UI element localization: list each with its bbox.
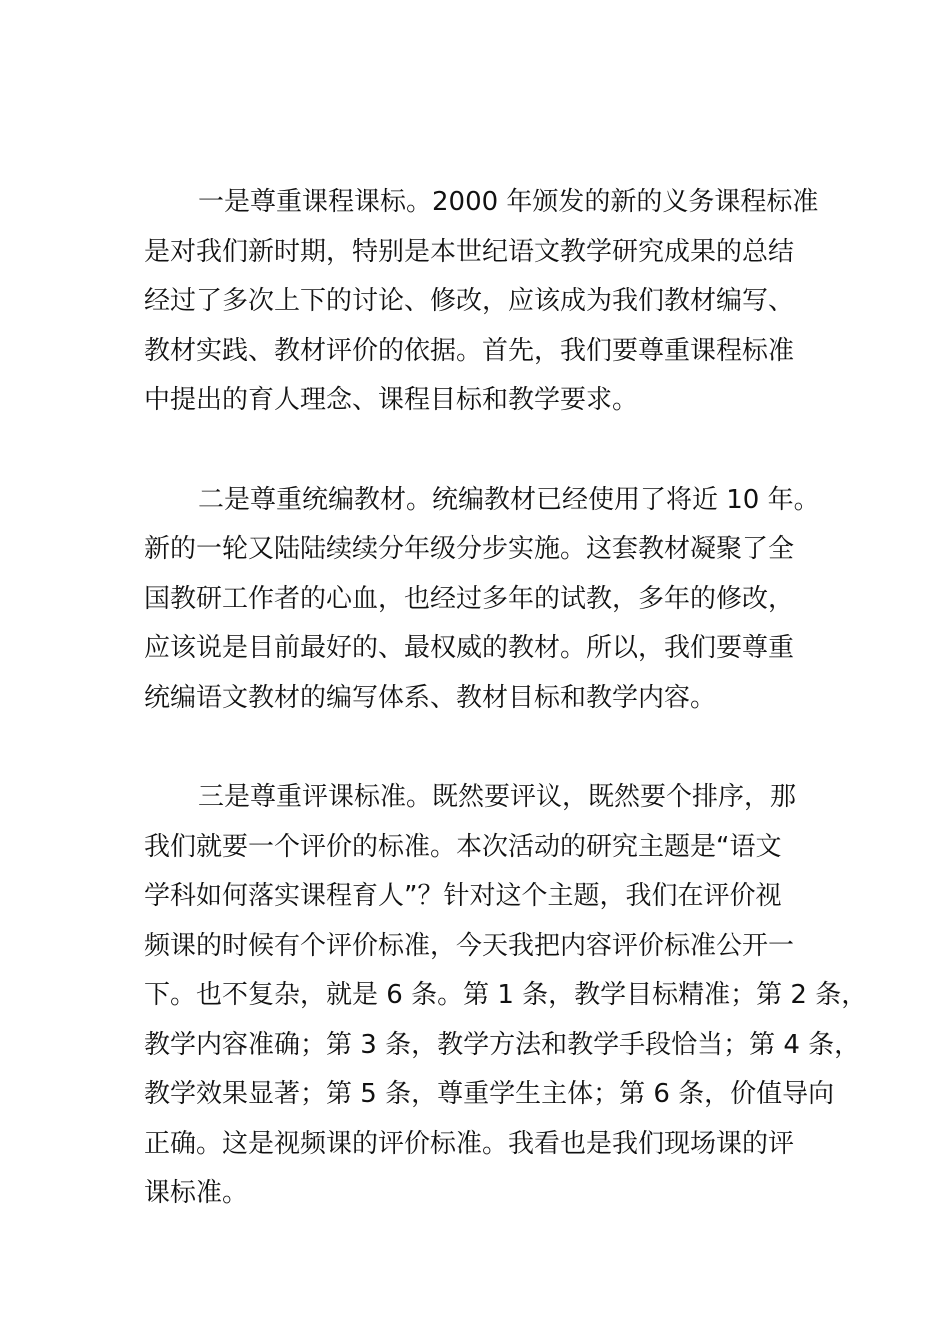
paragraph-line: 教学效果显著；第 5 条，尊重学生主体；第 6 条，价值导向 [144, 1079, 835, 1109]
paragraph-2 [144, 476, 834, 724]
paragraph-line: 三是尊重评课标准。既然要评议，既然要个排序，那 [198, 782, 797, 812]
paragraph-spacer [144, 723, 834, 773]
paragraph-line: 一是尊重课程课标。2000 年颁发的新的义务课程标准 [198, 187, 819, 217]
paragraph-line: 教学内容准确；第 3 条，教学方法和教学手段恰当；第 4 条， [144, 1029, 861, 1060]
paragraph-spacer [144, 426, 834, 476]
paragraph-line: 统编语文教材的编写体系、教材目标和教学内容。 [144, 682, 717, 713]
paragraph-line: 教材实践、教材评价的依据。首先，我们要尊重课程标准 [144, 335, 795, 366]
paragraph-line: 课标准。 [144, 1178, 249, 1208]
paragraph-line: 应该说是目前最好的、最权威的教材。所以，我们要尊重 [144, 633, 795, 663]
paragraph-line: 频课的时候有个评价标准，今天我把内容评价标准公开一 [144, 930, 795, 961]
paragraph-line: 下。也不复杂，就是 6 条。第 1 条，教学目标精准；第 2 条， [144, 980, 868, 1010]
paragraph-line: 我们就要一个评价的标准。本次活动的研究主题是“语文 [144, 831, 782, 862]
paragraph-line: 是对我们新时期，特别是本世纪语文教学研究成果的总结 [144, 236, 795, 267]
paragraph-1 [144, 178, 834, 426]
paragraph-line: 新的一轮又陆陆续续分年级分步实施。这套教材凝聚了全 [144, 534, 795, 564]
paragraph-line: 学科如何落实课程育人”？针对这个主题，我们在评价视 [144, 881, 782, 911]
paragraph-line: 国教研工作者的心血，也经过多年的试教，多年的修改， [144, 583, 795, 614]
paragraph-line: 中提出的育人理念、课程目标和教学要求。 [144, 385, 639, 415]
document-body [144, 178, 868, 1219]
paragraph-3 [144, 773, 868, 1219]
paragraph-line: 二是尊重统编教材。统编教材已经使用了将近 10 年。 [198, 484, 820, 515]
paragraph-line: 正确。这是视频课的评价标准。我看也是我们现场课的评 [144, 1128, 795, 1159]
paragraph-line: 经过了多次上下的讨论、修改，应该成为我们教材编写、 [144, 286, 795, 316]
